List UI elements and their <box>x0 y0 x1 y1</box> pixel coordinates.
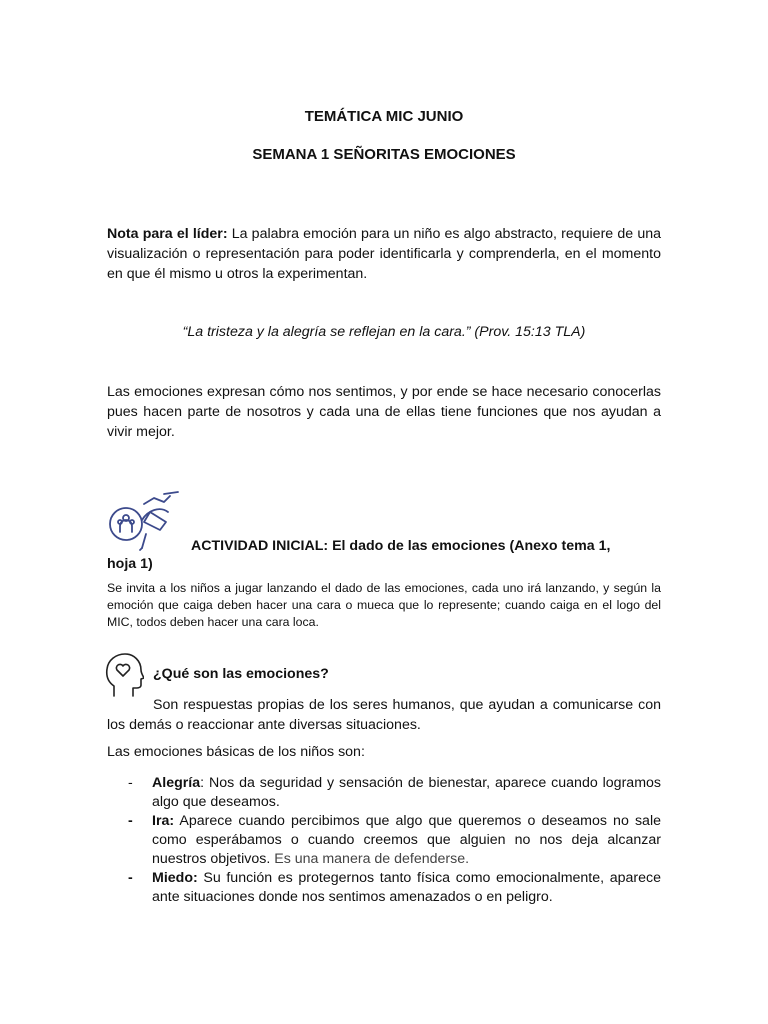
activity-heading-line2: hoja 1) <box>107 556 153 572</box>
section-heading: ¿Qué son las emociones? <box>153 666 329 682</box>
activity-description: Se invita a los niños a jugar lanzando el dado de las emociones, cada uno irá lanzando, y según la emoción que caiga deben hacer una cara o mueca que lo represente; cuando caiga en el logo del MIC, todos deben hacer una cara loca. <box>107 581 661 629</box>
activity-icon <box>106 490 186 554</box>
emotion-name: Ira: <box>152 813 175 829</box>
list-dash: - <box>128 775 133 791</box>
leader-note <box>107 224 661 284</box>
emotion-text: Su función es protegernos tanto física como emocionalmente, aparece ante situaciones donde nos sentimos amenazados o en peligro. <box>152 870 661 905</box>
document-title: TEMÁTICA MIC JUNIO <box>304 108 464 125</box>
list-item <box>128 774 661 812</box>
list-item <box>128 869 661 907</box>
list-dash: - <box>128 870 133 886</box>
bible-quote: “La tristeza y la alegría se reflejan en la cara.” (Prov. 15:13 TLA) <box>182 324 586 340</box>
activity-heading-line1: ACTIVIDAD INICIAL: El dado de las emociones (Anexo tema 1, <box>191 538 611 554</box>
intro-paragraph: Las emociones expresan cómo nos sentimos, y por ende se hace necesario conocerlas pues hacen parte de nosotros y cada una de ellas tiene funciones que nos ayudan a vivir mejor. <box>107 384 661 440</box>
basic-emotions-intro: Las emociones básicas de los niños son: <box>107 744 365 760</box>
emotion-name: Alegría <box>152 775 201 791</box>
emotion-text: Aparece cuando percibimos que algo que queremos o deseamos no sale como esperábamos o cuando creemos que alguien no nos deja alcanzar nuestros objetivos. <box>152 813 661 867</box>
list-dash: - <box>128 813 133 829</box>
list-item <box>128 812 661 869</box>
leader-note-label: Nota para el líder: <box>107 226 228 242</box>
leader-note-text: La palabra emoción para un niño es algo abstracto, requiere de una visualización o representación para poder identificarla y comprenderla, en el momento en que él mismo u otros la experimentan. <box>107 226 661 282</box>
emotion-text: : Nos da seguridad y sensación de bienestar, aparece cuando logramos algo que deseamos. <box>152 775 661 810</box>
emotion-extra: Es una manera de defenderse. <box>270 851 470 867</box>
emotions-list <box>128 774 661 907</box>
head-heart-icon <box>104 652 144 698</box>
document-subtitle: SEMANA 1 SEÑORITAS EMOCIONES <box>252 146 516 163</box>
emotion-name: Miedo: <box>152 870 198 886</box>
emotions-definition: Son respuestas propias de los seres humanos, que ayudan a comunicarse con los demás o reaccionar ante diversas situaciones. <box>107 697 661 733</box>
